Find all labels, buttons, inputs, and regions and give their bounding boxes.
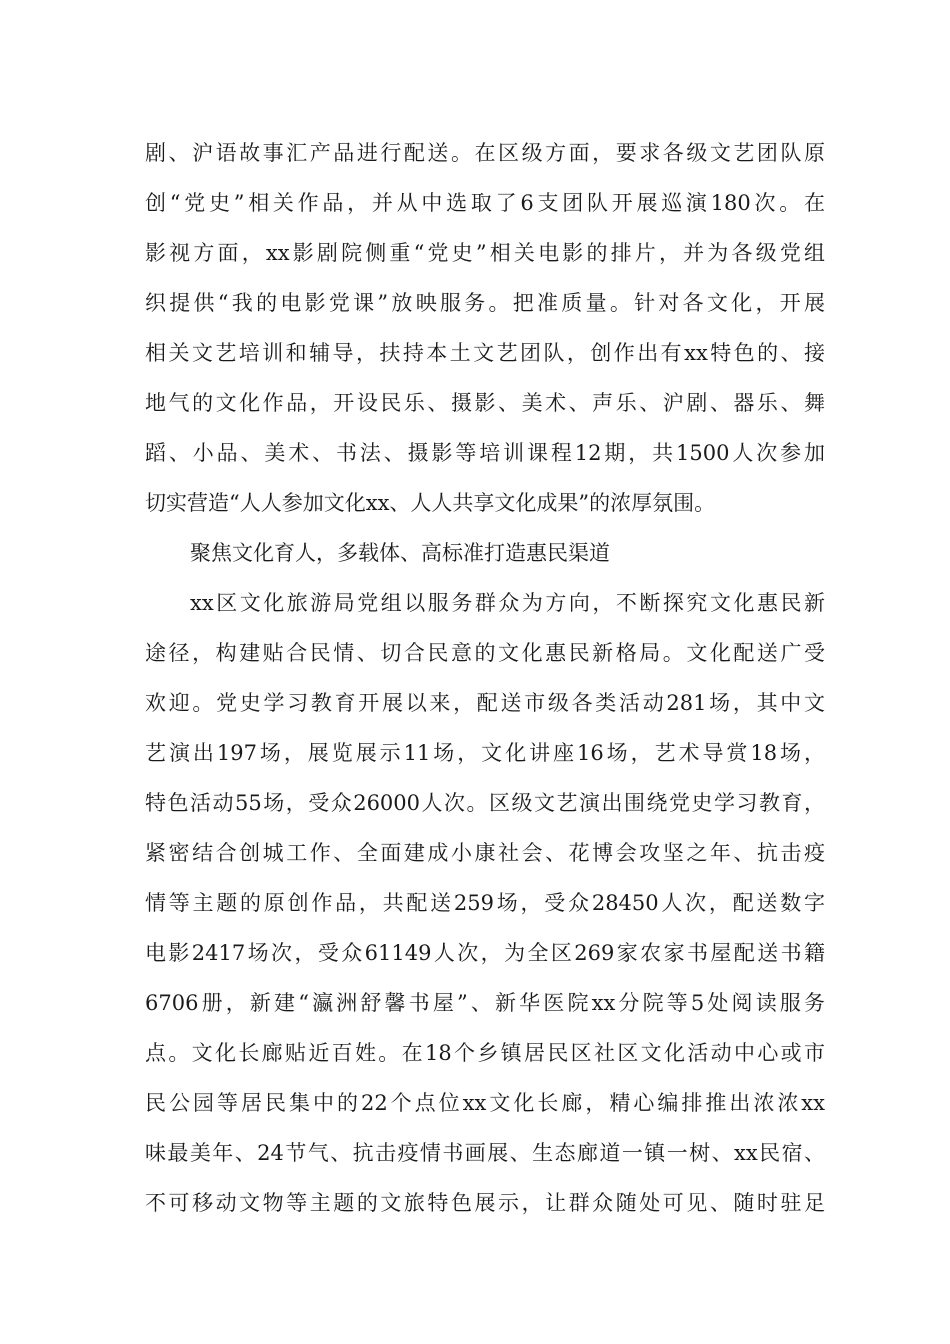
text-line: 艺演出197场，展览展示11场，文化讲座16场，艺术导赏18场，: [145, 741, 825, 765]
text-line: 相关文艺培训和辅导，扶持本土文艺团队，创作出有xx特色的、接: [145, 341, 825, 365]
text-line: 味最美年、24节气、抗击疫情书画展、生态廊道一镇一树、xx民宿、: [145, 1141, 825, 1165]
text-line: 点。文化长廊贴近百姓。在18个乡镇居民区社区文化活动中心或市: [145, 1041, 825, 1065]
text-line: 不可移动文物等主题的文旅特色展示，让群众随处可见、随时驻足: [145, 1191, 825, 1215]
text-line: 剧、沪语故事汇产品进行配送。在区级方面，要求各级文艺团队原: [145, 141, 825, 165]
text-line: 特色活动55场，受众26000人次。区级文艺演出围绕党史学习教育，: [145, 791, 825, 815]
text-line: 途径，构建贴合民情、切合民意的文化惠民新格局。文化配送广受: [145, 641, 825, 665]
text-line: 民公园等居民集中的22个点位xx文化长廊，精心编排推出浓浓xx: [145, 1091, 825, 1115]
text-line: 6706册，新建“瀛洲舒馨书屋”、新华医院xx分院等5处阅读服务: [145, 991, 825, 1015]
text-line: xx区文化旅游局党组以服务群众为方向，不断探究文化惠民新: [190, 591, 825, 615]
text-line: 影视方面，xx影剧院侧重“党史”相关电影的排片，并为各级党组: [145, 241, 825, 265]
text-line: 切实营造“人人参加文化xx、人人共享文化成果”的浓厚氛围。: [145, 491, 716, 515]
text-line: 创“党史”相关作品，并从中选取了6支团队开展巡演180次。在: [145, 191, 825, 215]
text-line: 地气的文化作品，开设民乐、摄影、美术、声乐、沪剧、器乐、舞: [145, 391, 825, 415]
text-line: 蹈、小品、美术、书法、摄影等培训课程12期，共1500人次参加: [145, 441, 825, 465]
section-heading: 聚焦文化育人，多载体、高标准打造惠民渠道: [190, 541, 610, 565]
text-line: 织提供“我的电影党课”放映服务。把准质量。针对各文化，开展: [145, 291, 825, 315]
text-line: 情等主题的原创作品，共配送259场，受众28450人次，配送数字: [145, 891, 825, 915]
text-line: 欢迎。党史学习教育开展以来，配送市级各类活动281场，其中文: [145, 691, 825, 715]
text-line: 电影2417场次，受众61149人次，为全区269家农家书屋配送书籍: [145, 941, 825, 965]
text-line: 紧密结合创城工作、全面建成小康社会、花博会攻坚之年、抗击疫: [145, 841, 825, 865]
